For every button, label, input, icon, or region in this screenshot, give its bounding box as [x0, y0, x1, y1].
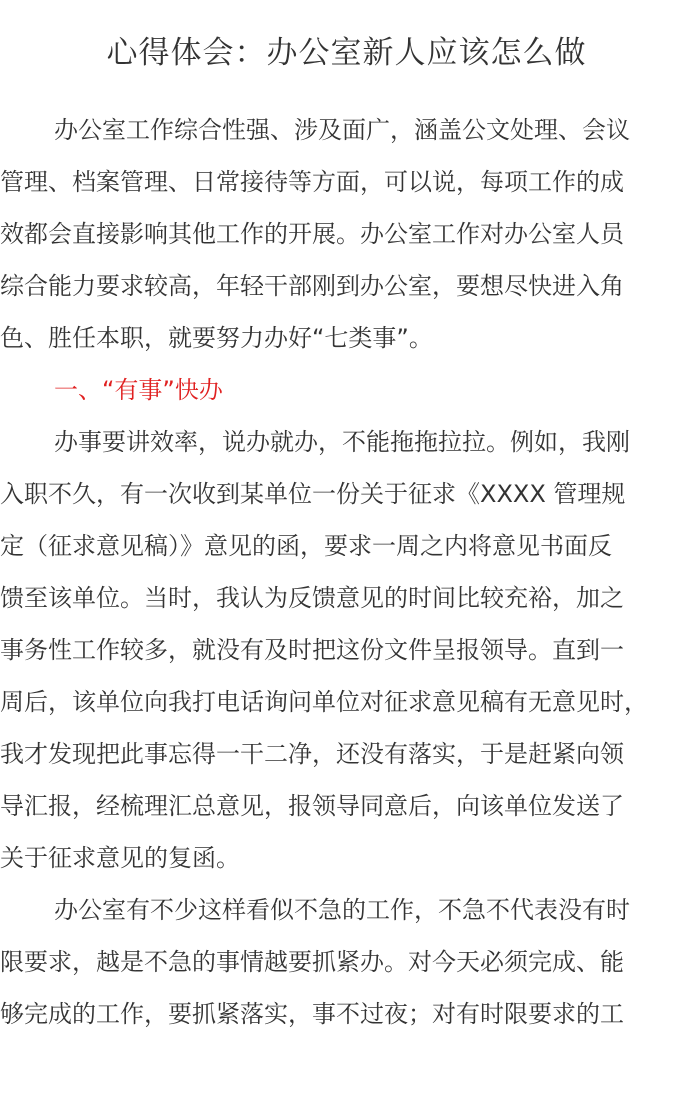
paragraph-2-line-5: 事务性工作较多，就没有及时把这份文件呈报领导。直到一	[0, 636, 624, 664]
paragraph-1-line-2: 管理、档案管理、日常接待等方面，可以说，每项工作的成	[0, 168, 624, 196]
paragraph-1-line-5: 色、胜任本职，就要努力办好“七类事”。	[0, 324, 433, 352]
paragraph-3-line-3: 够完成的工作，要抓紧落实，事不过夜；对有时限要求的工	[0, 1000, 624, 1028]
paragraph-3-line-2: 限要求，越是不急的事情越要抓紧办。对今天必须完成、能	[0, 948, 624, 976]
paragraph-1-line-4: 综合能力要求较高，年轻干部刚到办公室，要想尽快进入角	[0, 272, 624, 300]
paragraph-1-line-1: 办公室工作综合性强、涉及面广，涵盖公文处理、会议	[54, 116, 630, 144]
section-heading: 一、“有事”快办	[54, 376, 223, 404]
paragraph-1-line-3: 效都会直接影响其他工作的开展。办公室工作对办公室人员	[0, 220, 624, 248]
paragraph-2-line-9: 关于征求意见的复函。	[0, 844, 240, 872]
paragraph-2-line-2: 入职不久，有一次收到某单位一份关于征求《XXXX 管理规	[0, 480, 626, 508]
paragraph-2-line-8: 导汇报，经梳理汇总意见，报领导同意后，向该单位发送了	[0, 792, 624, 820]
paragraph-2-line-6: 周后，该单位向我打电话询问单位对征求意见稿有无意见时，	[0, 688, 648, 716]
paragraph-2-line-3: 定（征求意见稿）》意见的函，要求一周之内将意见书面反	[0, 532, 612, 560]
page-title: 心得体会：办公室新人应该怎么做	[106, 35, 587, 71]
article-body	[0, 104, 693, 1040]
paragraph-2-line-1: 办事要讲效率，说办就办，不能拖拖拉拉。例如，我刚	[54, 428, 630, 456]
paragraph-3-line-1: 办公室有不少这样看似不急的工作，不急不代表没有时	[54, 896, 630, 924]
paragraph-2-line-4: 馈至该单位。当时，我认为反馈意见的时间比较充裕，加之	[0, 584, 624, 612]
paragraph-2-line-7: 我才发现把此事忘得一干二净，还没有落实，于是赶紧向领	[0, 740, 624, 768]
